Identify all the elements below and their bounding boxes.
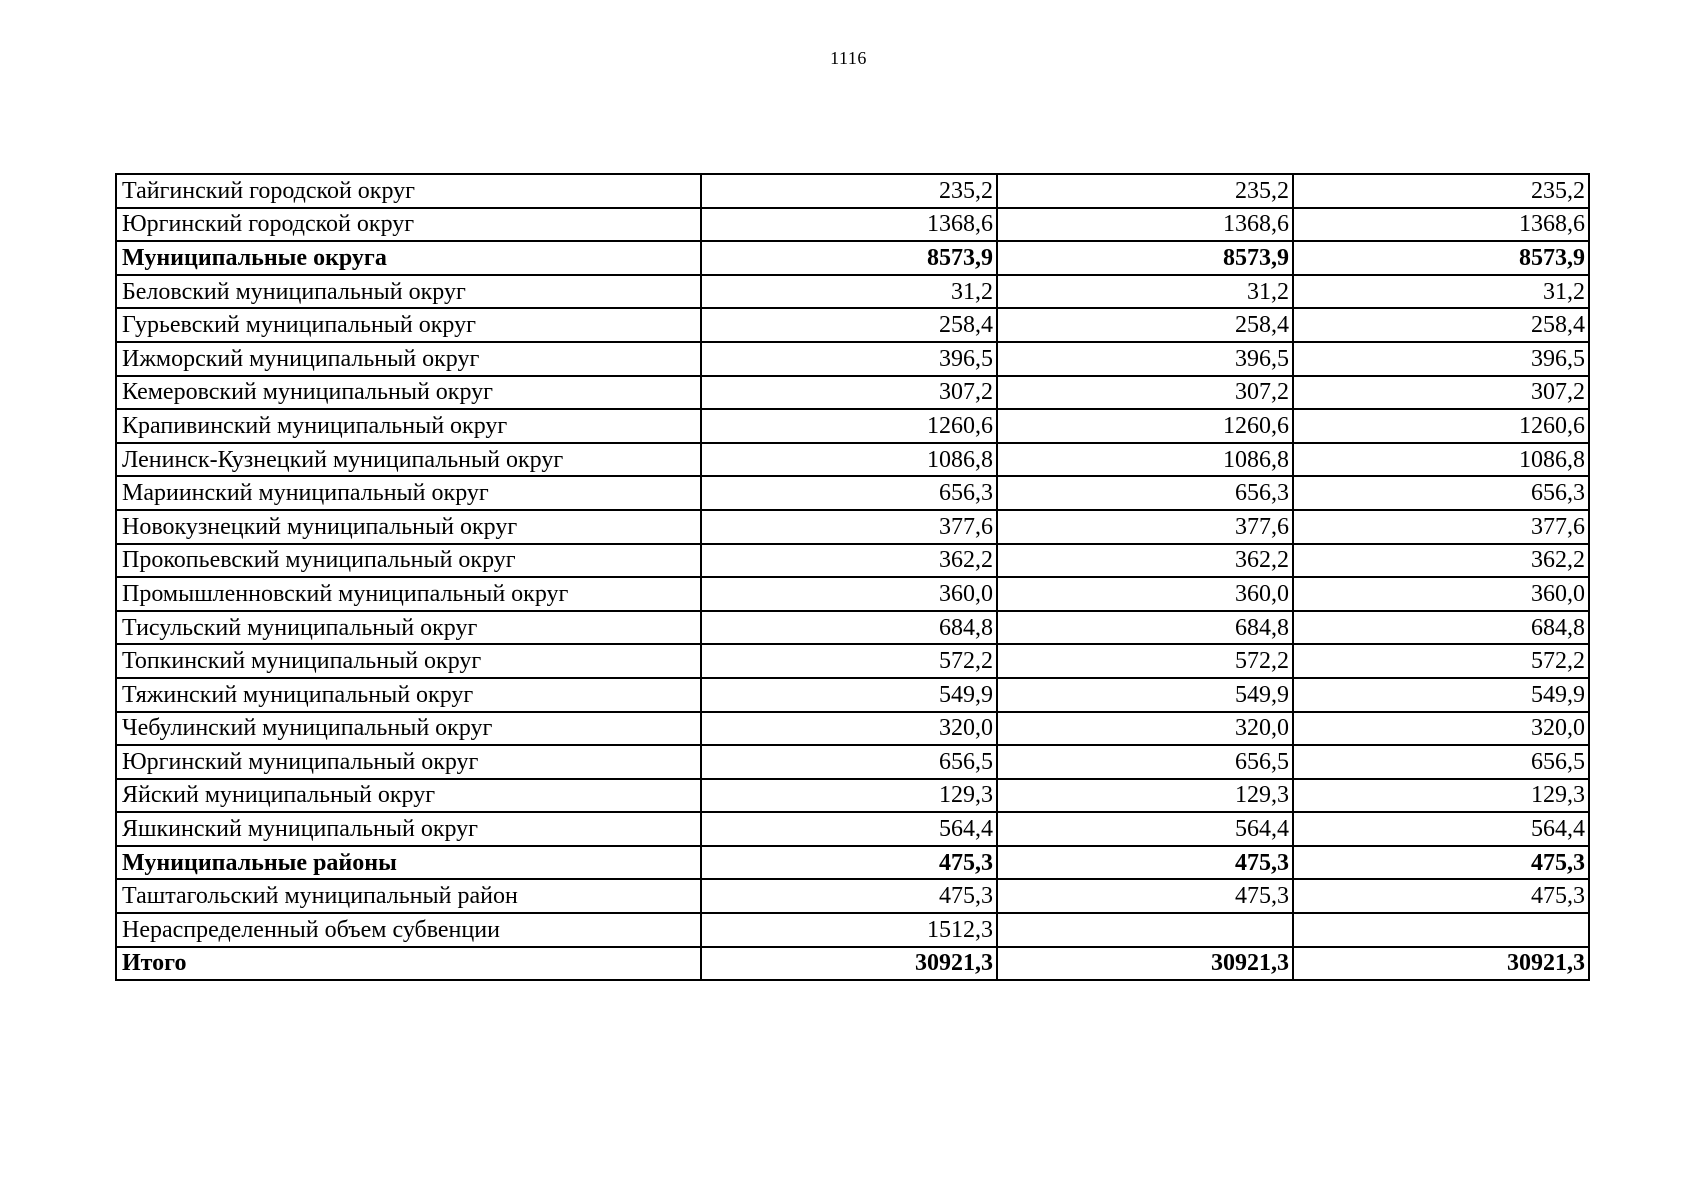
value-cell-2: 360,0	[997, 577, 1293, 611]
value-cell-1: 656,5	[701, 745, 997, 779]
table-row	[116, 611, 1589, 645]
value-cell-2: 258,4	[997, 308, 1293, 342]
table-row	[116, 208, 1589, 242]
value-cell-3: 564,4	[1293, 812, 1589, 846]
value-cell-2: 1368,6	[997, 208, 1293, 242]
value-cell-1: 320,0	[701, 712, 997, 746]
row-name-cell: Нераспределенный объем субвенции	[116, 913, 701, 947]
table-row	[116, 712, 1589, 746]
table-row	[116, 812, 1589, 846]
table-row	[116, 913, 1589, 947]
table-row	[116, 443, 1589, 477]
value-cell-3: 475,3	[1293, 879, 1589, 913]
value-cell-3: 258,4	[1293, 308, 1589, 342]
value-cell-3: 8573,9	[1293, 241, 1589, 275]
value-cell-2: 320,0	[997, 712, 1293, 746]
table-row	[116, 376, 1589, 410]
value-cell-3: 656,3	[1293, 476, 1589, 510]
value-cell-3: 475,3	[1293, 846, 1589, 880]
value-cell-2: 235,2	[997, 174, 1293, 208]
value-cell-2: 564,4	[997, 812, 1293, 846]
value-cell-2: 549,9	[997, 678, 1293, 712]
value-cell-2: 31,2	[997, 275, 1293, 309]
value-cell-2: 8573,9	[997, 241, 1293, 275]
row-name-cell: Крапивинский муниципальный округ	[116, 409, 701, 443]
value-cell-3: 362,2	[1293, 544, 1589, 578]
row-name-cell: Прокопьевский муниципальный округ	[116, 544, 701, 578]
value-cell-1: 362,2	[701, 544, 997, 578]
value-cell-1: 396,5	[701, 342, 997, 376]
row-name-cell: Ленинск-Кузнецкий муниципальный округ	[116, 443, 701, 477]
value-cell-3: 1260,6	[1293, 409, 1589, 443]
value-cell-2: 362,2	[997, 544, 1293, 578]
value-cell-3: 549,9	[1293, 678, 1589, 712]
value-cell-3: 30921,3	[1293, 947, 1589, 981]
value-cell-3: 1086,8	[1293, 443, 1589, 477]
value-cell-2: 377,6	[997, 510, 1293, 544]
value-cell-2: 396,5	[997, 342, 1293, 376]
value-cell-1: 31,2	[701, 275, 997, 309]
value-cell-1: 656,3	[701, 476, 997, 510]
row-name-cell: Яйский муниципальный округ	[116, 779, 701, 813]
value-cell-3: 235,2	[1293, 174, 1589, 208]
value-cell-2: 684,8	[997, 611, 1293, 645]
value-cell-3: 396,5	[1293, 342, 1589, 376]
value-cell-1: 475,3	[701, 846, 997, 880]
row-name-cell: Промышленновский муниципальный округ	[116, 577, 701, 611]
table-row	[116, 544, 1589, 578]
value-cell-2: 1086,8	[997, 443, 1293, 477]
row-name-cell: Кемеровский муниципальный округ	[116, 376, 701, 410]
value-cell-3: 684,8	[1293, 611, 1589, 645]
value-cell-1: 8573,9	[701, 241, 997, 275]
table-body	[116, 174, 1589, 980]
row-name-cell: Итого	[116, 947, 701, 981]
value-cell-3	[1293, 913, 1589, 947]
row-name-cell: Муниципальные районы	[116, 846, 701, 880]
row-name-cell: Гурьевский муниципальный округ	[116, 308, 701, 342]
value-cell-1: 1368,6	[701, 208, 997, 242]
table-row	[116, 409, 1589, 443]
row-name-cell: Яшкинский муниципальный округ	[116, 812, 701, 846]
table-row	[116, 241, 1589, 275]
value-cell-1: 129,3	[701, 779, 997, 813]
value-cell-1: 684,8	[701, 611, 997, 645]
value-cell-3: 31,2	[1293, 275, 1589, 309]
table-row	[116, 678, 1589, 712]
table-row	[116, 846, 1589, 880]
value-cell-1: 30921,3	[701, 947, 997, 981]
value-cell-2: 307,2	[997, 376, 1293, 410]
value-cell-1: 572,2	[701, 644, 997, 678]
row-name-cell: Топкинский муниципальный округ	[116, 644, 701, 678]
value-cell-2: 475,3	[997, 846, 1293, 880]
row-name-cell: Новокузнецкий муниципальный округ	[116, 510, 701, 544]
value-cell-3: 1368,6	[1293, 208, 1589, 242]
value-cell-1: 549,9	[701, 678, 997, 712]
row-name-cell: Тяжинский муниципальный округ	[116, 678, 701, 712]
value-cell-3: 377,6	[1293, 510, 1589, 544]
value-cell-1: 360,0	[701, 577, 997, 611]
table-row	[116, 342, 1589, 376]
value-cell-1: 377,6	[701, 510, 997, 544]
data-table	[115, 173, 1590, 981]
table-row	[116, 779, 1589, 813]
value-cell-1: 1512,3	[701, 913, 997, 947]
data-table-container	[115, 173, 1588, 981]
table-row	[116, 879, 1589, 913]
table-row	[116, 476, 1589, 510]
row-name-cell: Юргинский городской округ	[116, 208, 701, 242]
row-name-cell: Муниципальные округа	[116, 241, 701, 275]
value-cell-2	[997, 913, 1293, 947]
row-name-cell: Ижморский муниципальный округ	[116, 342, 701, 376]
row-name-cell: Тайгинский городской округ	[116, 174, 701, 208]
table-row	[116, 947, 1589, 981]
value-cell-3: 129,3	[1293, 779, 1589, 813]
value-cell-1: 564,4	[701, 812, 997, 846]
value-cell-2: 656,3	[997, 476, 1293, 510]
row-name-cell: Таштагольский муниципальный район	[116, 879, 701, 913]
row-name-cell: Мариинский муниципальный округ	[116, 476, 701, 510]
value-cell-3: 572,2	[1293, 644, 1589, 678]
table-row	[116, 577, 1589, 611]
table-row	[116, 644, 1589, 678]
value-cell-1: 258,4	[701, 308, 997, 342]
table-row	[116, 174, 1589, 208]
value-cell-2: 475,3	[997, 879, 1293, 913]
value-cell-2: 30921,3	[997, 947, 1293, 981]
table-row	[116, 275, 1589, 309]
value-cell-1: 1260,6	[701, 409, 997, 443]
table-row	[116, 308, 1589, 342]
value-cell-1: 235,2	[701, 174, 997, 208]
value-cell-3: 307,2	[1293, 376, 1589, 410]
value-cell-2: 572,2	[997, 644, 1293, 678]
value-cell-1: 1086,8	[701, 443, 997, 477]
row-name-cell: Чебулинский муниципальный округ	[116, 712, 701, 746]
row-name-cell: Юргинский муниципальный округ	[116, 745, 701, 779]
value-cell-2: 656,5	[997, 745, 1293, 779]
table-row	[116, 510, 1589, 544]
value-cell-1: 307,2	[701, 376, 997, 410]
page-number: 1116	[830, 48, 867, 68]
row-name-cell: Беловский муниципальный округ	[116, 275, 701, 309]
table-row	[116, 745, 1589, 779]
value-cell-1: 475,3	[701, 879, 997, 913]
value-cell-3: 320,0	[1293, 712, 1589, 746]
row-name-cell: Тисульский муниципальный округ	[116, 611, 701, 645]
value-cell-3: 656,5	[1293, 745, 1589, 779]
value-cell-3: 360,0	[1293, 577, 1589, 611]
value-cell-2: 1260,6	[997, 409, 1293, 443]
value-cell-2: 129,3	[997, 779, 1293, 813]
